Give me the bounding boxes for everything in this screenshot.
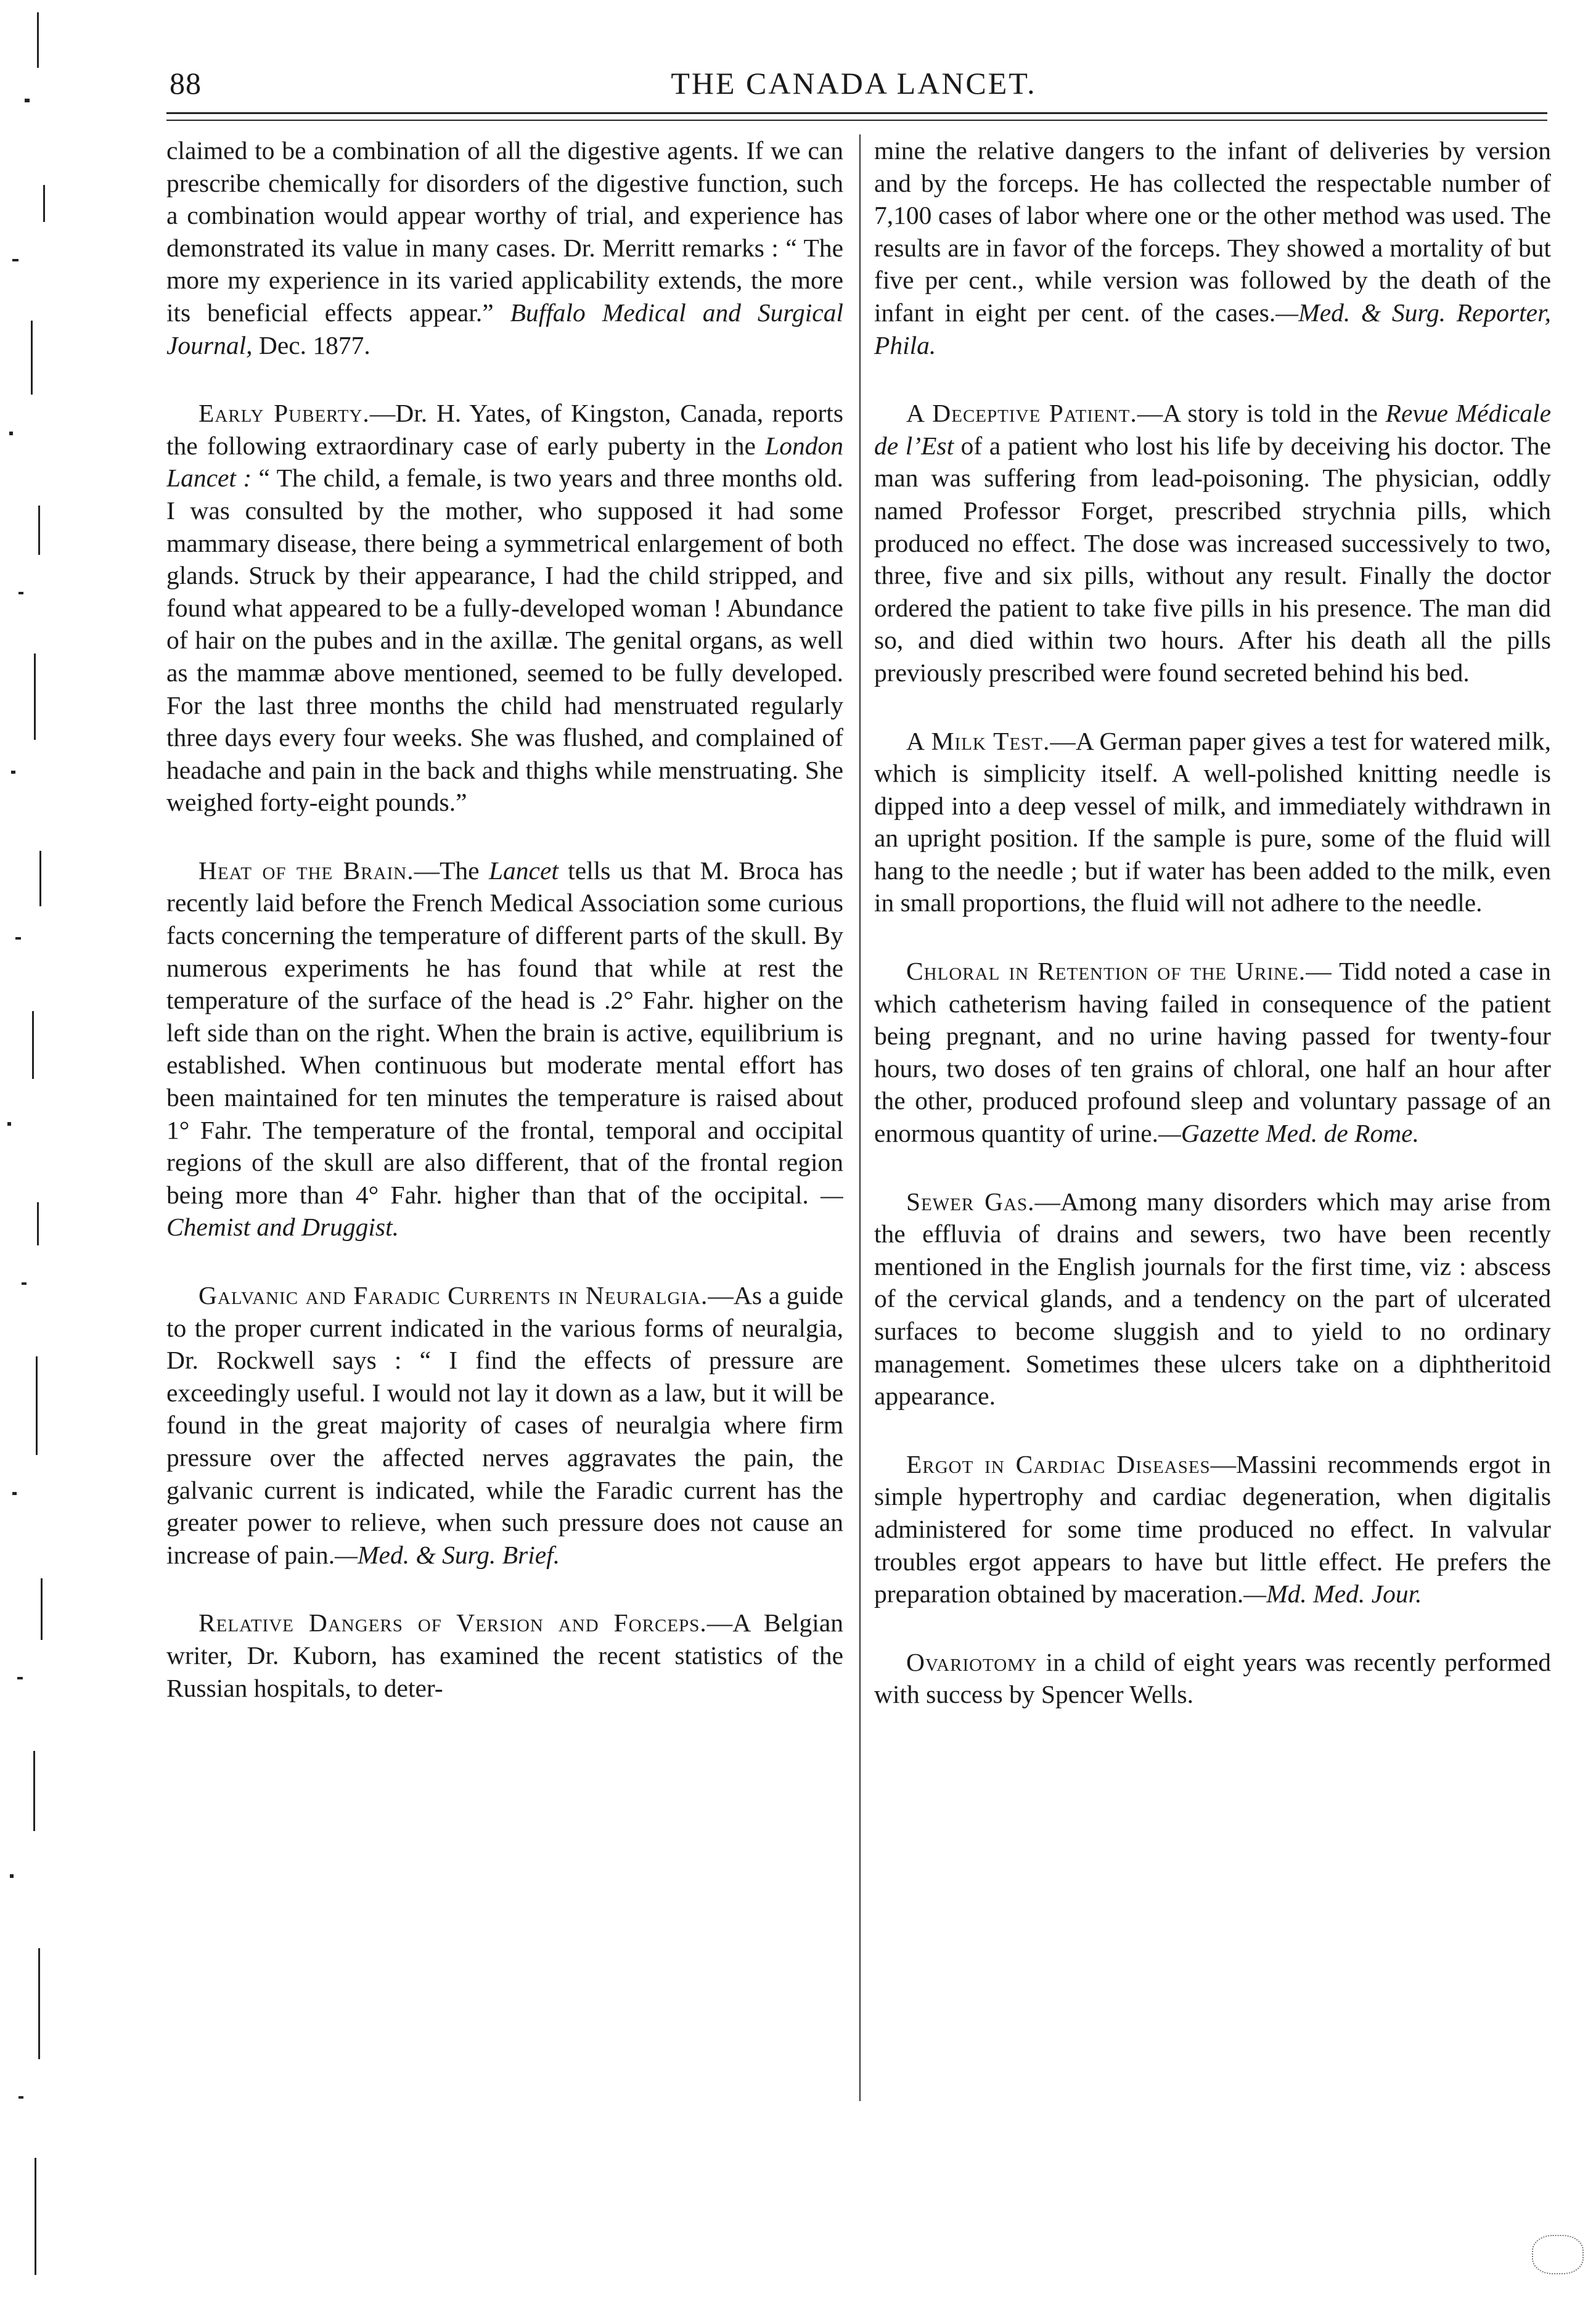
left-column [166,134,843,2150]
article-heading: A Milk Test. [906,726,1050,755]
article-heading: Ergot in Cardiac Diseases [906,1449,1211,1478]
article-source: —Med. & Surg. Reporter, Phila. [874,298,1551,359]
article-text: tells us that M. Broca has recently laid before the French Medical Association some curious facts concerning the temperature of different parts of the skull. By numerous experiments he has found that while at rest the temperature of the surface of the head is .2° Fahr. higher on the left side than on the right. When the brain is active, equilibrium is established. When continuous but moderate mental effort has been maintained for ten minutes the temperature is raised about 1° Fahr. The temperature of the frontal, temporal and occipital regions of the skull are also different, that of the frontal region being more than 4° Fahr. higher than that of the occipital. [166,856,843,1209]
right-column [874,134,1551,2150]
article-sewer-gas [874,1186,1551,1412]
article-text: —Among many disorders which may arise from the effluvia of drains and sewers, two have been recently mentioned in the English journals for the first time, viz : abscess of the cervical glands, and a tendency on the part of ulcerated surfaces to become sluggish and to yield to no ordinary management. Sometimes these ulcers take on a diphtheritoid appearance. [874,1187,1551,1411]
article-source: —Gazette Med. de Rome. [1158,1119,1419,1148]
scan-margin-artifacts [0,0,80,2299]
journal-title: THE CANADA LANCET. [671,66,1037,100]
article-text: in a child of eight years was recently performed with success by Spencer Wells. [874,1647,1551,1709]
article-source: Buffalo Medical and Surgical Journal, [166,298,843,359]
article-version-forceps [166,1607,843,1704]
article-text: —As a guide to the proper current indicated in the various forms of neuralgia, Dr. Rockwell says : “ I find the effects of pressure are exceedingly useful. I would not lay it down as a law, but it will be found in the great majority of cases of neuralgia where firm pressure over the affected nerves aggravates the pain, the galvanic current is indicated, while the Faradic current has the greater power to relieve, when such pressure does not cause an increase of pain. [166,1281,843,1569]
article-heading: Early Puberty. [198,399,370,428]
scan-corner-artifact [1532,2235,1584,2274]
article-heading: Heat of the Brain. [198,856,414,885]
column-divider [859,134,861,2101]
article-text: —A story is told in the [1137,399,1386,428]
article-text: —A German paper gives a test for watered milk, which is simplicity itself. A well-polished knitting needle is dipped into a deep vessel of milk, and immediately withdrawn in an upright position. If the sample is pure, some of the fluid will hang to the needle ; but if water has been added to the milk, even in small proportions, the fluid will not adhere to the needle. [874,726,1551,917]
article-journal: London Lancet : [166,431,843,493]
article-heading: Galvanic and Faradic Currents in Neuralgia. [198,1281,708,1309]
article-text: “ The child, a female, is two years and three months old. I was consulted by the mother, who supposed it had some mammary disease, there being a symmetrical enlargement of both glands. Struck by their appearance, I had the child stripped, and found what appeared to be a fully-developed woman ! Abundance of hair on the pubes and in the axillæ. The genital organs, as well as the mammæ above mentioned, seemed to be fully developed. For the last three months the child had menstruated regularly three days every four weeks. She was flushed, and complained of headache and pain in the back and thighs while menstruating. She weighed forty-eight pounds.” [166,464,843,817]
article-ovariotomy [874,1646,1551,1711]
page-number: 88 [170,66,202,100]
article-date: Dec. 1877. [252,330,370,359]
article-milk-test [874,725,1551,920]
article-chloral-retention [874,955,1551,1150]
article-heading: Sewer Gas. [906,1187,1035,1216]
article-heading: A Deceptive Patient. [906,399,1137,428]
article-ergot-cardiac [874,1448,1551,1610]
article-source: —Med. & Surg. Brief. [335,1540,560,1569]
article-text: of a patient who lost his life by deceiving his doctor. The man was suffering from lead-poisoning. The physician, oddly named Professor Forget, prescribed strychnia pills, which produced no effect. The dose was increased successively to two, three, five and six pills, without any result. Finally the doctor ordered the patient to take five pills in his presence. The man did so, and died within two hours. After his death all the pills previously prescribed were found secreted behind his bed. [874,431,1551,687]
article-heading: Ovariotomy [906,1647,1037,1676]
header-rule-top [166,112,1547,114]
article-version-forceps-continuation [874,134,1551,361]
article-heat-of-brain [166,854,843,1244]
article-text: —Dr. H. Yates, of Kingston, Canada, reports the following extraordinary case of early puberty in the [166,399,843,460]
article-heading: Relative Dangers of Version and Forceps. [198,1608,707,1637]
article-text: —Massini recommends ergot in simple hypertrophy and cardiac degeneration, when digitalis administered for some time produced no effect. In valvular troubles ergot appears to have but little effect. He prefers the preparation obtained by maceration. [874,1449,1551,1608]
header-rule-bottom [166,120,1547,121]
article-digestive-continuation [166,134,843,361]
article-text: —A Belgian writer, Dr. Kuborn, has examined the recent statistics of the Russian hospitals, to deter- [166,1608,843,1702]
article-heading: Chloral in Retention of the Urine. [906,957,1306,986]
article-text: — Tidd noted a case in which catheterism having failed in consequence of the patient being pregnant, and no urine having passed for twenty-four hours, two doses of ten grains of chloral, one half an hour after the other, produced profound sleep and voluntary passage of an enormous quantity of urine. [874,957,1551,1148]
page-header [170,63,1538,106]
article-text: claimed to be a combination of all the digestive agents. If we can prescribe chemically for disorders of the digestive function, such a combination would appear worthy of trial, and experience has demonstrated its value in many cases. Dr. Merritt remarks : “ The more my experience in its varied applicability extends, the more its beneficial effects appear.” [166,136,843,327]
article-text: mine the relative dangers to the infant of deliveries by version and by the forceps. He has collected the respectable number of 7,100 cases of labor where one or the other method was used. The results are in favor of the forceps. They showed a mortality of but five per cent., while version was followed by the death of the infant in eight per cent. of the cases. [874,136,1551,327]
article-source: —Md. Med. Jour. [1243,1580,1422,1608]
article-early-puberty [166,397,843,819]
article-columns [166,134,1551,2150]
article-journal: Lancet [488,856,559,885]
article-galvanic-faradic [166,1279,843,1571]
article-journal: Revue Médicale de l’Est [874,399,1551,460]
article-deceptive-patient [874,397,1551,689]
article-source: —Chemist and Druggist. [166,1180,843,1242]
article-text: —The [414,856,489,885]
